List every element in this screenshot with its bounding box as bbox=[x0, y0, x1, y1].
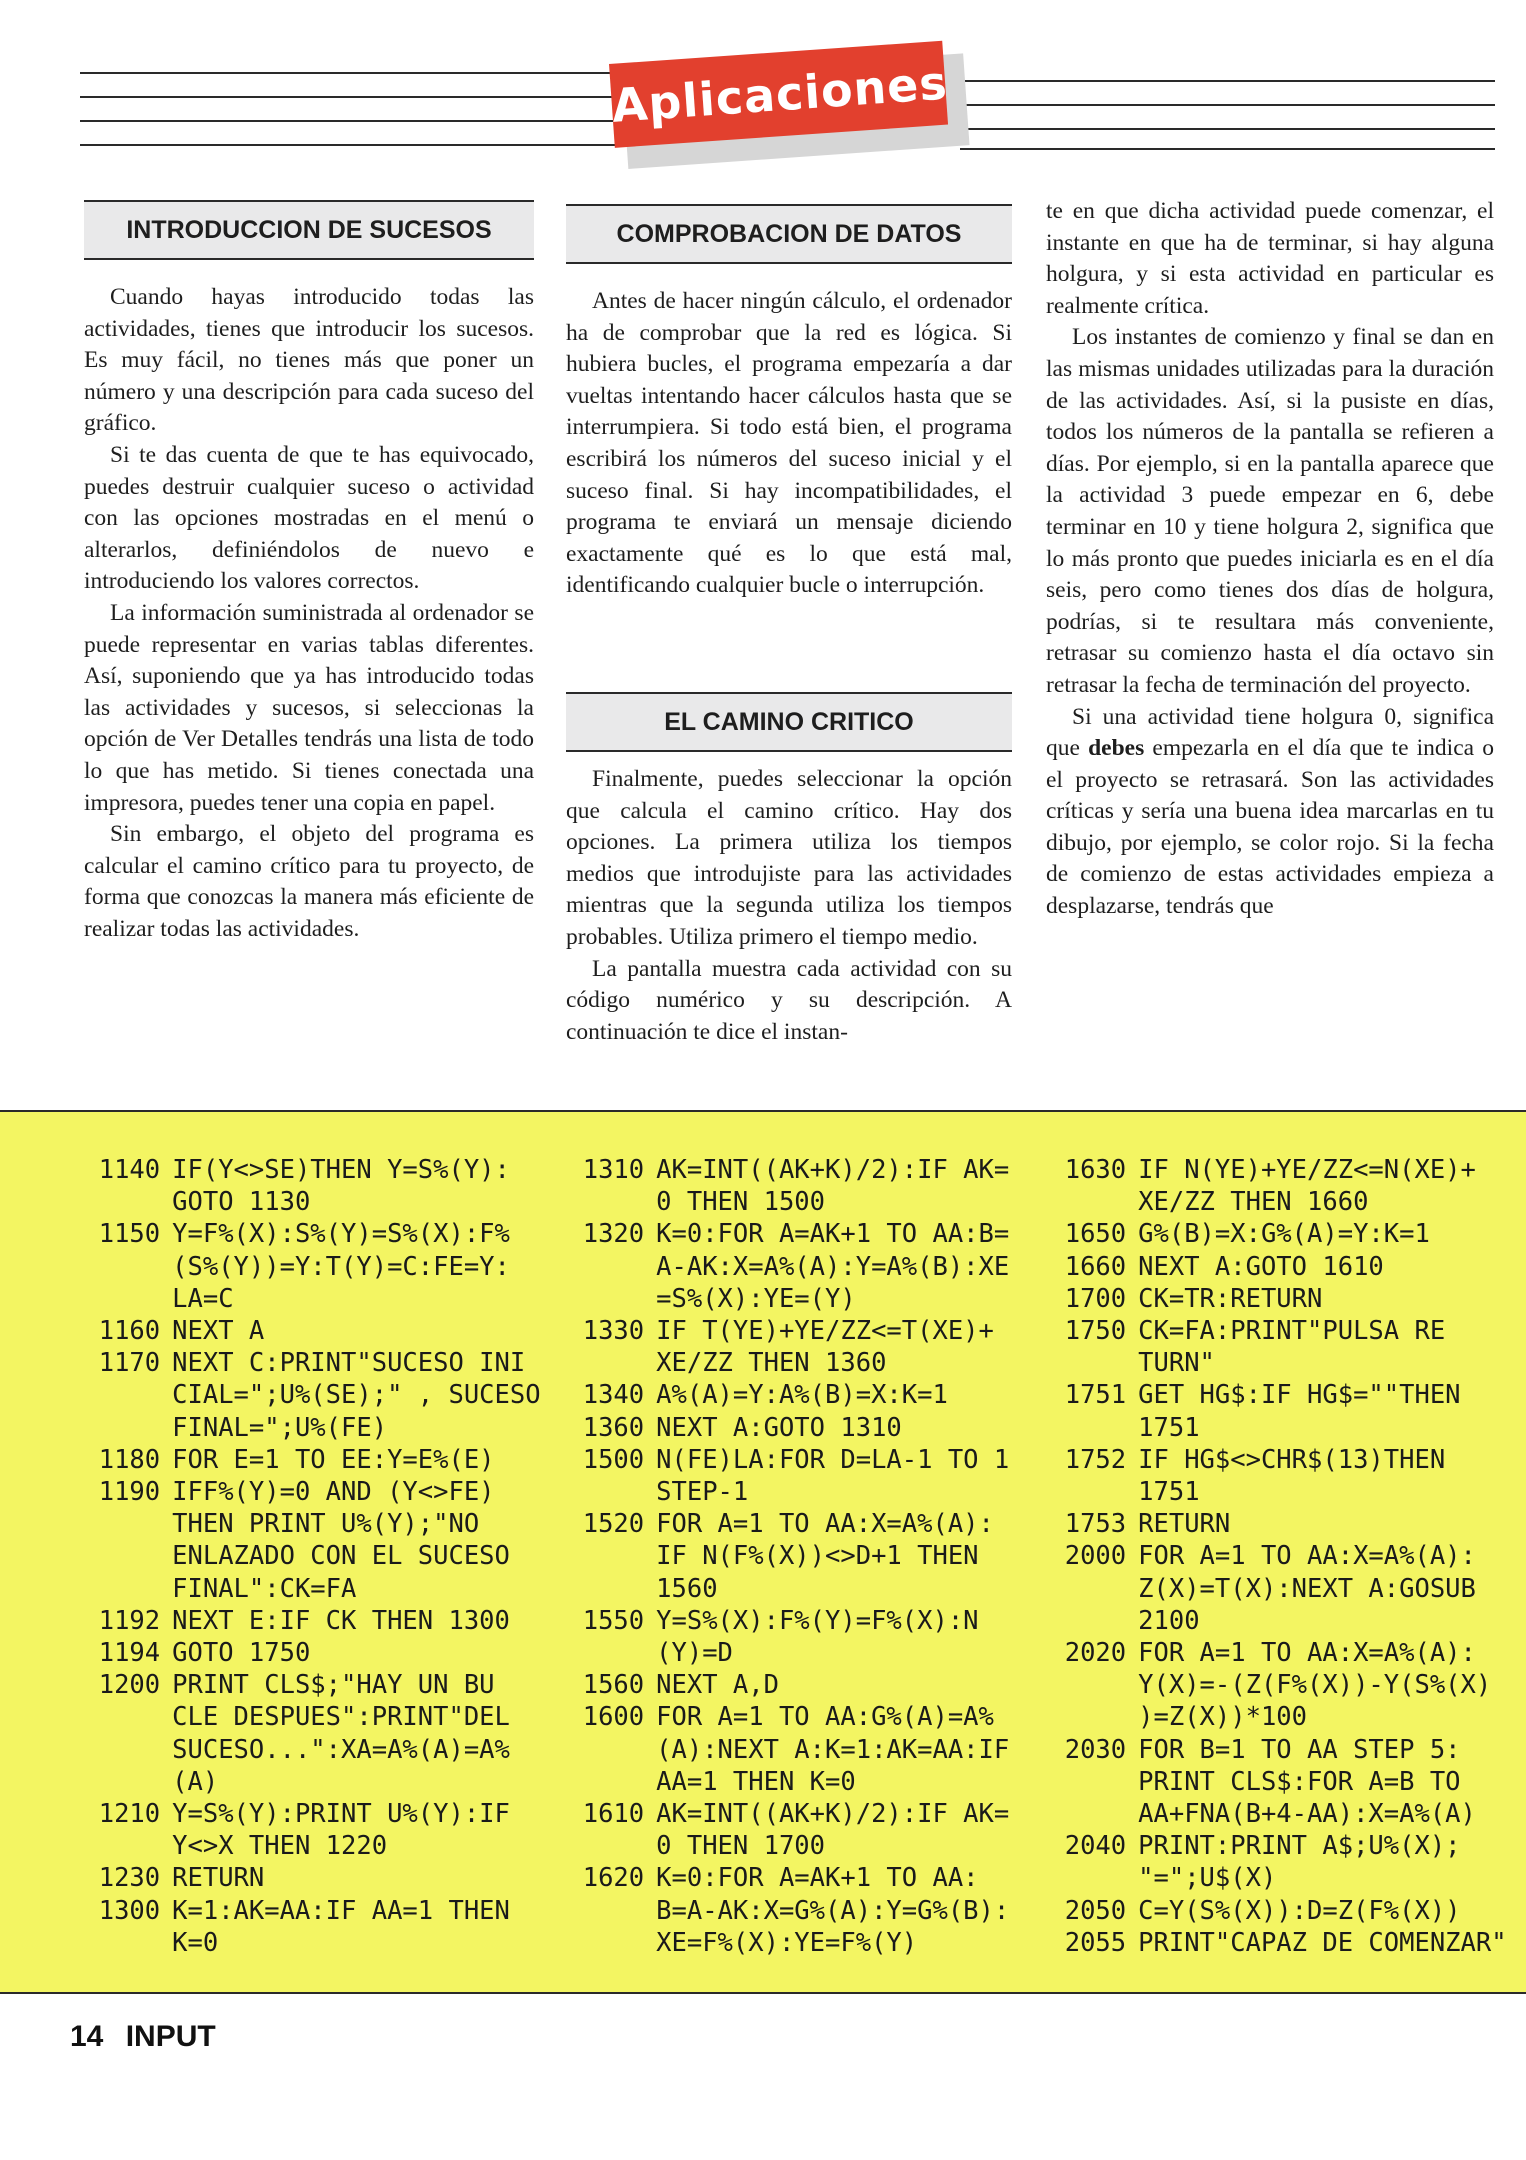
header-rule bbox=[960, 104, 1495, 106]
text-run: empezarla en el día que te indica o el proyecto se retrasará. Son las actividades críticas y sería una buena idea marcarlas en tu dibujo, por ejemplo, se color rojo. Si la fecha de comienzo de estas actividades empieza a desplazarse, tendrás que bbox=[1046, 735, 1494, 920]
code-line bbox=[76, 1540, 556, 1572]
code-column-2 bbox=[560, 1154, 1038, 1959]
code-line bbox=[560, 1862, 1038, 1894]
code-line bbox=[1042, 1637, 1524, 1669]
code-line bbox=[76, 1476, 556, 1508]
code-text: )=Z(X))*100 bbox=[1138, 1702, 1308, 1733]
header-rule bbox=[960, 128, 1495, 130]
code-text: GET HG$:IF HG$=""THEN bbox=[1138, 1380, 1461, 1411]
code-line bbox=[560, 1347, 1038, 1379]
code-text: FOR E=1 TO EE:Y=E%(E) bbox=[172, 1444, 495, 1475]
line-number bbox=[76, 1251, 160, 1283]
code-text: RETURN bbox=[1138, 1509, 1231, 1540]
line-number bbox=[1042, 1347, 1126, 1379]
code-line bbox=[1042, 1347, 1524, 1379]
code-line bbox=[76, 1573, 556, 1605]
line-number: 1200 bbox=[98, 1670, 161, 1701]
code-text: AA+FNA(B+4-AA):X=A%(A) bbox=[1138, 1799, 1476, 1830]
code-line bbox=[560, 1669, 1038, 1701]
code-line bbox=[1042, 1895, 1524, 1927]
paragraph: Cuando hayas introducido todas las actividades, tienes que introducir los sucesos. Es muy fácil, no tienes más que poner un número y una descripción para cada suceso del gráfico. bbox=[84, 284, 534, 437]
code-text: SUCESO...":XA=A%(A)=A% bbox=[172, 1734, 510, 1765]
line-number: 1620 bbox=[582, 1863, 645, 1894]
code-text: Y(X)=-(Z(F%(X))-Y(S%(X) bbox=[1138, 1670, 1492, 1701]
line-number: 1610 bbox=[582, 1799, 645, 1830]
code-line bbox=[1042, 1927, 1524, 1959]
line-number: 2020 bbox=[1064, 1638, 1127, 1669]
line-number: 1751 bbox=[1064, 1380, 1127, 1411]
code-line bbox=[560, 1218, 1038, 1250]
code-text: K=1:AK=AA:IF AA=1 THEN bbox=[172, 1895, 510, 1926]
code-line bbox=[76, 1218, 556, 1250]
code-text: CK=TR:RETURN bbox=[1138, 1283, 1323, 1314]
code-text: NEXT A,D bbox=[656, 1670, 779, 1701]
line-number: 1630 bbox=[1064, 1155, 1127, 1185]
line-number: 2030 bbox=[1064, 1734, 1127, 1765]
code-line bbox=[76, 1637, 556, 1669]
code-text: IF N(F%(X))<>D+1 THEN bbox=[656, 1541, 979, 1572]
code-line bbox=[76, 1830, 556, 1862]
line-number bbox=[76, 1830, 160, 1862]
code-text: A-AK:X=A%(A):Y=A%(B):XE bbox=[656, 1251, 1010, 1282]
code-text: XE/ZZ THEN 1660 bbox=[1138, 1187, 1369, 1218]
code-text: FINAL=";U%(FE) bbox=[172, 1412, 388, 1443]
code-line bbox=[560, 1766, 1038, 1798]
line-number: 1330 bbox=[582, 1316, 645, 1347]
line-number: 1550 bbox=[582, 1605, 645, 1636]
code-text: 1560 bbox=[656, 1573, 718, 1604]
code-text: K=0:FOR A=AK+1 TO AA:B= bbox=[656, 1219, 1010, 1250]
code-line bbox=[1042, 1218, 1524, 1250]
magazine-name: INPUT bbox=[125, 2020, 216, 2053]
line-number bbox=[76, 1766, 160, 1798]
line-number bbox=[560, 1637, 644, 1669]
line-number bbox=[1042, 1476, 1126, 1508]
code-line bbox=[1042, 1862, 1524, 1894]
code-line bbox=[76, 1283, 556, 1315]
line-number bbox=[1042, 1798, 1126, 1830]
code-line bbox=[560, 1573, 1038, 1605]
code-line bbox=[76, 1315, 556, 1347]
paragraph: Finalmente, puedes seleccionar la opción que calcula el camino crítico. Hay dos opciones. La primera utiliza los tiempos medios que introdujiste para las actividades mientras que la segunda utiliza los tiempos probables. Utiliza primero el tiempo medio. bbox=[566, 766, 1012, 950]
paragraph: Si te das cuenta de que te has equivocado, puedes destruir cualquier suceso o actividad con las opciones mostradas en el menú o alterarlos, definiéndolos de nuevo e introduciendo los valores correctos. bbox=[84, 441, 534, 595]
code-column-3 bbox=[1042, 1154, 1524, 1959]
code-line bbox=[76, 1379, 556, 1411]
code-text: 1751 bbox=[1138, 1412, 1200, 1443]
code-line bbox=[560, 1540, 1038, 1572]
code-text: IF N(YE)+YE/ZZ<=N(XE)+ bbox=[1138, 1155, 1476, 1185]
code-text: STEP-1 bbox=[656, 1477, 749, 1508]
code-text: CIAL=";U%(SE);" , SUCESO bbox=[172, 1380, 541, 1411]
line-number bbox=[1042, 1573, 1126, 1605]
line-number: 1340 bbox=[582, 1380, 645, 1411]
line-number: 1753 bbox=[1064, 1509, 1127, 1540]
header-rule bbox=[80, 144, 620, 146]
code-text: FINAL":CK=FA bbox=[172, 1573, 357, 1604]
line-number bbox=[76, 1573, 160, 1605]
code-listing-panel bbox=[0, 1110, 1526, 1994]
code-line bbox=[1042, 1283, 1524, 1315]
code-line bbox=[560, 1508, 1038, 1540]
code-line bbox=[560, 1412, 1038, 1444]
page-number: 14 bbox=[70, 2020, 104, 2053]
code-line bbox=[1042, 1734, 1524, 1766]
code-text: TURN" bbox=[1138, 1348, 1215, 1379]
code-text: PRINT"CAPAZ DE COMENZAR" bbox=[1138, 1927, 1507, 1958]
line-number bbox=[76, 1379, 160, 1411]
code-text: XE/ZZ THEN 1360 bbox=[656, 1348, 887, 1379]
line-number: 1140 bbox=[98, 1155, 161, 1185]
line-number: 1160 bbox=[98, 1316, 161, 1347]
code-line bbox=[76, 1669, 556, 1701]
line-number: 1310 bbox=[582, 1155, 645, 1185]
code-text: NEXT A:GOTO 1310 bbox=[656, 1412, 902, 1443]
code-line bbox=[1042, 1830, 1524, 1862]
text-run: Si una actividad tiene holgura 0, significa que bbox=[1046, 703, 1494, 762]
code-text: LA=C bbox=[172, 1283, 234, 1314]
code-text: NEXT E:IF CK THEN 1300 bbox=[172, 1605, 510, 1636]
line-number: 1520 bbox=[582, 1509, 645, 1540]
heading-introduccion-de-sucesos: INTRODUCCION DE SUCESOS bbox=[84, 200, 534, 260]
code-text: =S%(X):YE=(Y) bbox=[656, 1283, 856, 1314]
code-line bbox=[1042, 1701, 1524, 1733]
code-text: THEN PRINT U%(Y);"NO bbox=[172, 1509, 480, 1540]
code-text: Y=S%(Y):PRINT U%(Y):IF bbox=[172, 1799, 510, 1830]
heading-el-camino-critico: EL CAMINO CRITICO bbox=[566, 692, 1012, 752]
code-line bbox=[1042, 1412, 1524, 1444]
column-1-text bbox=[84, 282, 534, 945]
line-number bbox=[76, 1508, 160, 1540]
code-text: CK=FA:PRINT"PULSA RE bbox=[1138, 1316, 1446, 1347]
code-text: GOTO 1130 bbox=[172, 1187, 311, 1218]
line-number: 1194 bbox=[98, 1638, 161, 1669]
code-line bbox=[560, 1605, 1038, 1637]
code-text: AA=1 THEN K=0 bbox=[656, 1766, 856, 1797]
line-number: 1600 bbox=[582, 1702, 645, 1733]
code-column-1 bbox=[76, 1154, 556, 1959]
line-number bbox=[1042, 1669, 1126, 1701]
code-text: RETURN bbox=[172, 1863, 265, 1894]
banner-title: Aplicaciones bbox=[609, 41, 948, 148]
code-text: C=Y(S%(X)):D=Z(F%(X)) bbox=[1138, 1895, 1461, 1926]
code-line bbox=[1042, 1766, 1524, 1798]
code-line bbox=[76, 1734, 556, 1766]
code-line bbox=[1042, 1154, 1524, 1186]
paragraph bbox=[1046, 702, 1494, 923]
line-number: 2040 bbox=[1064, 1831, 1127, 1862]
code-text: 0 THEN 1500 bbox=[656, 1187, 826, 1218]
line-number bbox=[1042, 1605, 1126, 1637]
line-number: 1190 bbox=[98, 1477, 161, 1508]
code-line bbox=[560, 1701, 1038, 1733]
line-number bbox=[560, 1540, 644, 1572]
emphasis-debes: debes bbox=[1088, 735, 1145, 762]
code-line bbox=[1042, 1186, 1524, 1218]
code-text: Y<>X THEN 1220 bbox=[172, 1831, 388, 1862]
line-number: 1230 bbox=[98, 1863, 161, 1894]
line-number bbox=[560, 1734, 644, 1766]
code-line bbox=[560, 1830, 1038, 1862]
code-line bbox=[1042, 1540, 1524, 1572]
code-text: Y=S%(X):F%(Y)=F%(X):N bbox=[656, 1605, 979, 1636]
code-text: XE=F%(X):YE=F%(Y) bbox=[656, 1927, 918, 1958]
code-line bbox=[76, 1186, 556, 1218]
code-text: (A) bbox=[172, 1766, 219, 1797]
code-text: AK=INT((AK+K)/2):IF AK= bbox=[656, 1155, 1010, 1185]
code-text: GOTO 1750 bbox=[172, 1638, 311, 1669]
code-text: IF(Y<>SE)THEN Y=S%(Y): bbox=[172, 1155, 510, 1185]
code-text: Y=F%(X):S%(Y)=S%(X):F% bbox=[172, 1219, 510, 1250]
code-line bbox=[76, 1508, 556, 1540]
column-2-text-a bbox=[566, 286, 1012, 602]
code-text: (S%(Y))=Y:T(Y)=C:FE=Y: bbox=[172, 1251, 510, 1282]
code-line bbox=[1042, 1798, 1524, 1830]
code-line bbox=[76, 1444, 556, 1476]
line-number bbox=[560, 1573, 644, 1605]
code-text: FOR A=1 TO AA:X=A%(A): bbox=[1138, 1638, 1476, 1669]
line-number bbox=[560, 1251, 644, 1283]
code-line bbox=[560, 1895, 1038, 1927]
code-line bbox=[76, 1798, 556, 1830]
code-text: PRINT CLS$;"HAY UN BU bbox=[172, 1670, 495, 1701]
line-number: 1170 bbox=[98, 1348, 161, 1379]
paragraph: te en que dicha actividad puede comenzar, el instante en que ha de terminar, si hay alguna holgura, y si esta actividad en particular es realmente crítica. bbox=[1046, 198, 1494, 319]
code-line bbox=[1042, 1476, 1524, 1508]
code-text: FOR A=1 TO AA:X=A%(A): bbox=[1138, 1541, 1476, 1572]
line-number bbox=[560, 1283, 644, 1315]
code-line bbox=[560, 1798, 1038, 1830]
line-number bbox=[560, 1347, 644, 1379]
line-number bbox=[1042, 1412, 1126, 1444]
line-number: 2000 bbox=[1064, 1541, 1127, 1572]
code-line bbox=[76, 1412, 556, 1444]
line-number: 1320 bbox=[582, 1219, 645, 1250]
code-text: K=0 bbox=[172, 1927, 219, 1958]
line-number: 1650 bbox=[1064, 1219, 1127, 1250]
code-text: IF HG$<>CHR$(13)THEN bbox=[1138, 1444, 1446, 1475]
code-text: FOR A=1 TO AA:X=A%(A): bbox=[656, 1509, 994, 1540]
page-footer bbox=[70, 2020, 216, 2054]
code-text: ENLAZADO CON EL SUCESO bbox=[172, 1541, 510, 1572]
code-text: NEXT A bbox=[172, 1316, 265, 1347]
code-text: (A):NEXT A:K=1:AK=AA:IF bbox=[656, 1734, 1010, 1765]
header-rule bbox=[960, 148, 1495, 150]
code-line bbox=[560, 1251, 1038, 1283]
line-number: 1300 bbox=[98, 1895, 161, 1926]
code-line bbox=[560, 1476, 1038, 1508]
line-number: 1700 bbox=[1064, 1283, 1127, 1314]
line-number bbox=[560, 1476, 644, 1508]
code-line bbox=[1042, 1315, 1524, 1347]
code-line bbox=[76, 1154, 556, 1186]
line-number bbox=[560, 1186, 644, 1218]
code-line bbox=[1042, 1444, 1524, 1476]
line-number: 1210 bbox=[98, 1799, 161, 1830]
code-text: NEXT C:PRINT"SUCESO INI bbox=[172, 1348, 526, 1379]
code-line bbox=[76, 1347, 556, 1379]
code-line bbox=[1042, 1573, 1524, 1605]
code-line bbox=[1042, 1379, 1524, 1411]
code-line bbox=[76, 1895, 556, 1927]
code-text: G%(B)=X:G%(A)=Y:K=1 bbox=[1138, 1219, 1430, 1250]
code-line bbox=[1042, 1508, 1524, 1540]
code-text: FOR B=1 TO AA STEP 5: bbox=[1138, 1734, 1461, 1765]
line-number bbox=[76, 1734, 160, 1766]
line-number bbox=[560, 1830, 644, 1862]
code-text: "=";U$(X) bbox=[1138, 1863, 1277, 1894]
code-line bbox=[560, 1154, 1038, 1186]
line-number bbox=[1042, 1862, 1126, 1894]
code-line bbox=[560, 1315, 1038, 1347]
line-number: 1180 bbox=[98, 1444, 161, 1475]
line-number bbox=[76, 1186, 160, 1218]
header-rule bbox=[80, 120, 620, 122]
code-text: 2100 bbox=[1138, 1605, 1200, 1636]
code-text: N(FE)LA:FOR D=LA-1 TO 1 bbox=[656, 1444, 1010, 1475]
code-line bbox=[560, 1444, 1038, 1476]
line-number: 1192 bbox=[98, 1605, 161, 1636]
line-number: 1360 bbox=[582, 1412, 645, 1443]
column-3-text bbox=[1046, 196, 1494, 923]
column-2-text-b bbox=[566, 764, 1012, 1048]
line-number bbox=[76, 1540, 160, 1572]
code-line bbox=[560, 1734, 1038, 1766]
header-rule bbox=[960, 80, 1495, 82]
code-text: FOR A=1 TO AA:G%(A)=A% bbox=[656, 1702, 994, 1733]
code-text: Z(X)=T(X):NEXT A:GOSUB bbox=[1138, 1573, 1476, 1604]
header-rule bbox=[80, 96, 620, 98]
line-number: 1660 bbox=[1064, 1251, 1127, 1282]
code-text: B=A-AK:X=G%(A):Y=G%(B): bbox=[656, 1895, 1010, 1926]
line-number bbox=[1042, 1186, 1126, 1218]
line-number: 2050 bbox=[1064, 1895, 1127, 1926]
code-text: (Y)=D bbox=[656, 1638, 733, 1669]
code-line bbox=[76, 1862, 556, 1894]
paragraph: La información suministrada al ordenador se puede representar en varias tablas diferentes. Así, suponiendo que ya has introducido todas las actividades y sucesos, si seleccionas la opción de Ver Detalles tendrás una lista de todo lo que has metido. Si tienes conectada una impresora, puedes tener una copia en papel. bbox=[84, 599, 534, 816]
line-number: 1752 bbox=[1064, 1444, 1127, 1475]
code-line bbox=[76, 1701, 556, 1733]
code-text: AK=INT((AK+K)/2):IF AK= bbox=[656, 1799, 1010, 1830]
line-number bbox=[560, 1766, 644, 1798]
code-text: 1751 bbox=[1138, 1477, 1200, 1508]
line-number: 1560 bbox=[582, 1670, 645, 1701]
paragraph: Sin embargo, el objeto del programa es calcular el camino crítico para tu proyecto, de forma que conozcas la manera más eficiente de realizar todas las actividades. bbox=[84, 821, 534, 942]
code-text: NEXT A:GOTO 1610 bbox=[1138, 1251, 1384, 1282]
line-number: 1500 bbox=[582, 1444, 645, 1475]
paragraph: La pantalla muestra cada actividad con su código numérico y su descripción. A continuación te dice el instan- bbox=[566, 955, 1012, 1045]
code-text: CLE DESPUES":PRINT"DEL bbox=[172, 1702, 510, 1733]
code-text: PRINT:PRINT A$;U%(X); bbox=[1138, 1831, 1461, 1862]
line-number: 2055 bbox=[1064, 1927, 1127, 1958]
code-text: K=0:FOR A=AK+1 TO AA: bbox=[656, 1863, 979, 1894]
section-banner bbox=[609, 40, 957, 162]
line-number bbox=[76, 1412, 160, 1444]
line-number: 1150 bbox=[98, 1219, 161, 1250]
line-number bbox=[1042, 1701, 1126, 1733]
code-text: A%(A)=Y:A%(B)=X:K=1 bbox=[656, 1380, 948, 1411]
paragraph: Los instantes de comienzo y final se dan en las mismas unidades utilizadas para la duración de las actividades. Así, si la pusiste en días, todos los números de la pantalla se refieren a días. Por ejemplo, si en la pantalla aparece que la actividad 3 puede empezar en 6, debe terminar en 10 y tiene holgura 2, significa que lo más pronto que puedes iniciarla es en el día seis, pero como tienes dos días de holgura, podrías, si te resultara más conveniente, retrasar su comienzo hasta el día octavo sin retrasar la fecha de terminación del proyecto. bbox=[1046, 324, 1494, 698]
code-line bbox=[1042, 1251, 1524, 1283]
line-number bbox=[1042, 1766, 1126, 1798]
code-line bbox=[76, 1927, 556, 1959]
header-rule bbox=[80, 72, 620, 74]
code-text: PRINT CLS$:FOR A=B TO bbox=[1138, 1766, 1461, 1797]
code-line bbox=[76, 1605, 556, 1637]
line-number bbox=[76, 1701, 160, 1733]
code-line bbox=[76, 1251, 556, 1283]
code-line bbox=[560, 1379, 1038, 1411]
code-line bbox=[1042, 1669, 1524, 1701]
code-line bbox=[76, 1766, 556, 1798]
code-line bbox=[560, 1283, 1038, 1315]
code-line bbox=[560, 1927, 1038, 1959]
code-line bbox=[560, 1637, 1038, 1669]
line-number bbox=[560, 1927, 644, 1959]
line-number bbox=[560, 1895, 644, 1927]
code-line bbox=[1042, 1605, 1524, 1637]
code-text: 0 THEN 1700 bbox=[656, 1831, 826, 1862]
code-text: IFF%(Y)=0 AND (Y<>FE) bbox=[172, 1477, 495, 1508]
code-line bbox=[560, 1186, 1038, 1218]
paragraph: Antes de hacer ningún cálculo, el ordenador ha de comprobar que la red es lógica. Si hubiera bucles, el programa empezaría a dar vueltas intentando hacer cálculos hasta que se interrumpiera. Si todo está bien, el programa escribirá los números del suceso inicial y el suceso final. Si hay incompatibilidades, el programa te enviará un mensaje diciendo exactamente qué es lo que está mal, identificando cualquier bucle o interrupción. bbox=[566, 288, 1012, 599]
code-text: IF T(YE)+YE/ZZ<=T(XE)+ bbox=[656, 1316, 994, 1347]
line-number: 1750 bbox=[1064, 1316, 1127, 1347]
line-number bbox=[76, 1927, 160, 1959]
line-number bbox=[76, 1283, 160, 1315]
heading-comprobacion-de-datos: COMPROBACION DE DATOS bbox=[566, 204, 1012, 264]
